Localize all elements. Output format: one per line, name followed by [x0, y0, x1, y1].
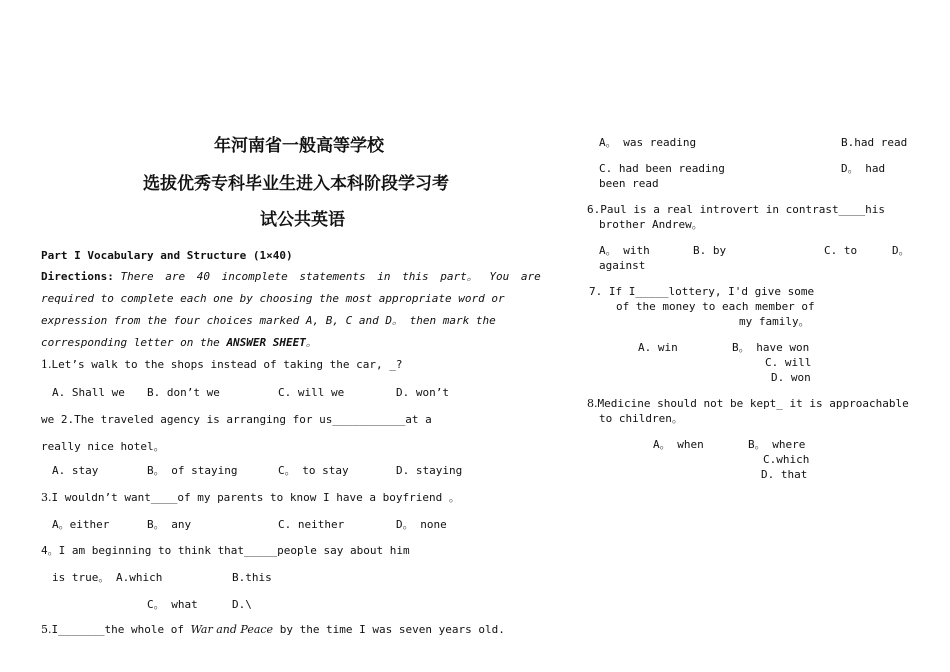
question-text-a: I_______the whole of — [51, 623, 191, 636]
q5-option-c: C. had been reading — [599, 162, 725, 175]
question-number: 5. — [41, 623, 52, 636]
q1-option-a: A. Shall we — [52, 386, 125, 399]
directions-line-3: expression from the four choices marked A, B, C and D。 then mark the — [41, 314, 496, 327]
q2-option-a: A. stay — [52, 464, 99, 477]
q6-option-c: C. to — [824, 244, 858, 257]
q8-option-d: D. that — [761, 468, 808, 481]
q6-option-d-continued: against — [599, 259, 646, 272]
q5-option-b: B.had read — [841, 136, 908, 149]
question-8 — [587, 396, 909, 411]
q2-option-d: D. staying — [396, 464, 463, 477]
question-2: we 2.The traveled agency is arranging for us___________at a — [41, 413, 432, 426]
q3-option-d: D。 none — [396, 518, 447, 531]
q6-option-a: A。 with — [599, 244, 650, 257]
title-line-3: 试公共英语 — [260, 210, 345, 230]
q7-option-b: B。 have won — [732, 341, 810, 354]
q7-option-c: C. will — [765, 356, 812, 369]
q1-option-b: B. don’t we — [147, 386, 220, 399]
question-4: 4。I am beginning to think that_____people say about him — [41, 544, 410, 557]
question-text: Let’s walk to the shops instead of taking the car, _? — [51, 358, 403, 371]
question-6-continued: brother Andrew。 — [599, 218, 703, 231]
directions-line-2: required to complete each one by choosing the most appropriate word or — [41, 292, 505, 305]
question-number: 1. — [41, 358, 52, 371]
q2-option-c: C。 to stay — [278, 464, 349, 477]
question-6: 6.Paul is a real introvert in contrast____his — [587, 203, 886, 216]
question-1 — [41, 357, 403, 372]
q1-option-d: D. won’t — [396, 386, 449, 399]
part-heading: Part I Vocabulary and Structure (1×40) — [41, 249, 293, 262]
question-text: I wouldn’t want____of my parents to know I have a boyfriend 。 — [51, 491, 460, 504]
question-5 — [41, 622, 505, 637]
q3-option-a: A。either — [52, 518, 110, 531]
q4-option-c: C。 what — [147, 598, 198, 611]
q8-option-a: A。 when — [653, 438, 704, 451]
title-line-1: 年河南省一般高等学校 — [214, 136, 384, 156]
question-7-continued-1: of the money to each member of — [616, 300, 815, 313]
q8-option-b: B。 where — [748, 438, 806, 451]
q5-option-a: A。 was reading — [599, 136, 697, 149]
question-number: 8. — [587, 397, 598, 410]
q4-option-d: D.\ — [232, 598, 252, 611]
question-text: Medicine should not be kept_ it is approachable — [597, 397, 909, 410]
q8-option-c: C.which — [763, 453, 810, 466]
question-text-c: by the time I was seven years old. — [273, 623, 505, 636]
q2-option-b: B。 of staying — [147, 464, 238, 477]
directions-line-1 — [41, 269, 541, 284]
q6-option-b: B. by — [693, 244, 727, 257]
directions-text-4c: 。 — [305, 336, 317, 349]
answer-sheet-label: ANSWER SHEET — [226, 336, 306, 349]
question-7: 7. If I_____lottery, I'd give some — [589, 285, 815, 298]
q3-option-c: C. neither — [278, 518, 345, 531]
q1-option-c: C. will we — [278, 386, 345, 399]
question-2-continued: really nice hotel。 — [41, 440, 165, 453]
q5-option-d-continued: been read — [599, 177, 659, 190]
question-number: 3. — [41, 491, 52, 504]
directions-text-4a: corresponding letter on the — [41, 336, 227, 349]
q6-option-d: D。 — [892, 244, 910, 257]
question-3 — [41, 490, 460, 505]
question-4-continued: is true。 A.which — [52, 571, 163, 584]
q3-option-b: B。 any — [147, 518, 192, 531]
question-7-continued-2: my family。 — [739, 315, 810, 328]
question-8-continued: to children。 — [599, 412, 683, 425]
q5-option-d: D。 had — [841, 162, 886, 175]
title-line-2: 选拔优秀专科毕业生进入本科阶段学习考 — [143, 174, 449, 194]
q4-option-b: B.this — [232, 571, 272, 584]
directions-label: Directions: — [41, 270, 114, 283]
directions-text-1: There are 40 incomplete statements in this part。 You are — [120, 270, 541, 283]
q7-option-a: A. win — [638, 341, 678, 354]
directions-line-4 — [41, 335, 317, 350]
q7-option-d: D. won — [771, 371, 811, 384]
book-title: War and Peace — [190, 623, 274, 636]
